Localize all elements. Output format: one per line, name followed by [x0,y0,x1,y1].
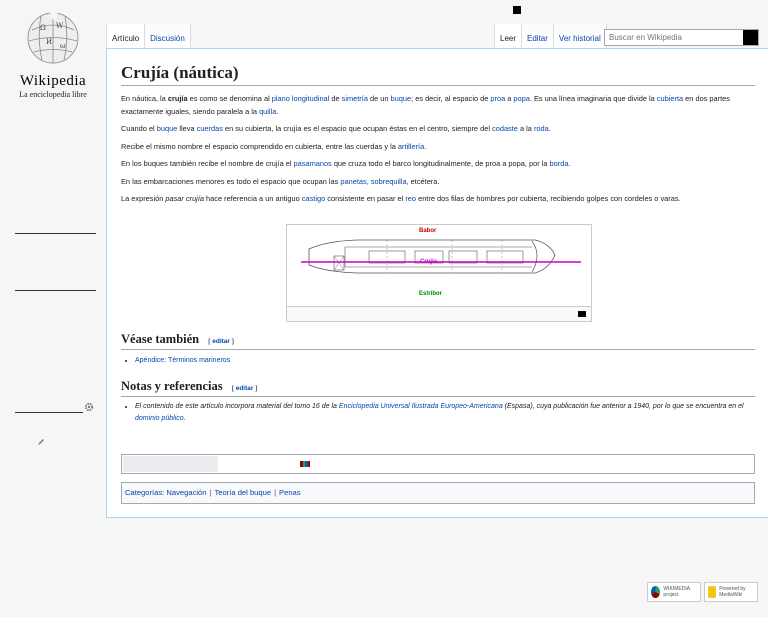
logo-wordmark: Wikipedia [19,73,87,89]
paragraph: En los buques también recibe el nombre de crujía el pasamanos que cruza todo el barco longitudinalmente, de proa a popa, por la borda. [121,159,571,168]
wikipedia-logo[interactable] [8,8,98,99]
link-borda[interactable]: borda [549,159,569,168]
sidebar-divider [15,233,96,234]
top-marker [513,6,521,14]
link-popa[interactable]: popa [513,94,530,103]
see-also-list [129,355,230,367]
link-pasamanos[interactable]: pasamanos [293,159,332,168]
link-plano-longitudinal[interactable]: plano longitudinal [271,94,330,103]
tab-history[interactable]: Ver historial [554,24,607,48]
wikimedia-badge[interactable]: WIKIMEDIA project [647,582,701,602]
svg-text:W: W [56,22,64,30]
pencil-icon[interactable] [36,437,46,447]
tab-article[interactable]: Artículo [106,24,145,48]
link-buque[interactable]: buque [156,124,178,133]
edit-section-link[interactable]: [ editar ] [231,385,258,392]
section-heading-see-also: Véase también [ editar ] [121,332,755,350]
tab-discussion[interactable]: Discusión [145,24,191,48]
link-terminos-marineros[interactable]: Apéndice: Términos marineros [135,357,231,364]
section-heading-notes: Notas y referencias [ editar ] [121,379,755,397]
navbox-title-bar [123,456,218,472]
references-list [129,401,749,425]
logo-tagline: La enciclopedia libre [19,90,87,99]
svg-text:И: И [46,38,53,46]
link-artilleria[interactable]: artillería [397,141,425,151]
search-button[interactable] [743,30,758,45]
svg-text:Ω: Ω [40,24,46,32]
magnify-icon[interactable] [578,311,586,317]
namespace-tabs [106,24,191,48]
category-links: Categorías: Navegación | Teoría del buque | Penas [121,482,755,504]
article-content [106,48,768,518]
link-panetas[interactable]: panetas [340,176,367,186]
page-title: Crujía (náutica) [121,63,755,86]
category-link[interactable]: Penas [279,488,301,497]
paragraph: En las embarcaciones menores es todo el espacio que ocupan las panetas, sobrequilla, etcétera. [121,176,440,186]
list-item [135,355,230,367]
globe-icon [22,8,84,66]
wikimedia-icon [651,586,660,598]
link-cuerdas[interactable]: cuerdas [196,124,223,133]
paragraph: Recibe el mismo nombre el espacio comprendido en cubierta, entre las cuerdas y la artillería. [121,141,427,151]
paragraph: La expresión pasar crujía hace referencia a un antiguo castigo consistente en pasar el reo entre dos filas de hombres por cubierta, recibiendo golpes con cordeles o varas. [121,194,681,203]
sidebar-divider [15,412,83,413]
article-body [121,93,751,211]
paragraph: Cuando el buque lleva cuerdas en su cubierta, la crujía es el espacio que ocupan éstas en el centro, siempre del codaste a la roda. [121,124,551,133]
view-tabs [494,24,607,48]
categories-label[interactable]: Categorías [125,488,163,497]
link-roda[interactable]: roda [533,124,549,133]
category-link[interactable]: Navegación [166,488,207,497]
link-enciclopedia-espasa[interactable]: Enciclopedia Universal Ilustrada Europeo-Americana [338,403,503,410]
tab-edit[interactable]: Editar [522,24,554,48]
paragraph: En náutica, la crujía es como se denomina al plano longitudinal de simetría de un buque; es decir, al espacio de proa a popa. Es una línea imaginaria que divide la cubierta en dos partes exactamente iguales, siendo paralela a la quilla. [121,94,730,116]
gear-icon[interactable] [84,402,94,412]
link-reo[interactable]: reo [405,194,417,203]
sidebar-divider [15,290,96,291]
link-proa[interactable]: proa [490,94,506,103]
label-crujia: Crujía [420,259,438,265]
mediawiki-badge[interactable]: Powered by MediaWiki [704,582,758,602]
edit-section-link[interactable]: [ editar ] [208,338,234,345]
link-buque[interactable]: buque [390,94,412,103]
link-castigo[interactable]: castigo [301,194,326,203]
link-codaste[interactable]: codaste [492,124,518,133]
list-item: • El contenido de este artículo incorpora material del tomo 16 de la Enciclopedia Universal Ilustrada Europeo-Americana (Espasa), cuya publicación fue anterior a 1940, por lo que se encuentra en el dominio público. [135,401,749,425]
svg-text:ω: ω [60,42,66,50]
ship-diagram [287,225,591,307]
wikidata-icon[interactable] [300,461,310,467]
mediawiki-icon [708,586,716,598]
authority-control-box [121,454,755,474]
link-cubierta[interactable]: cubierta [656,94,684,103]
link-quilla[interactable]: quilla [259,106,277,116]
category-link[interactable]: Teoría del buque [214,488,272,497]
ship-diagram-figure[interactable] [286,224,592,322]
search-placeholder: Buscar en Wikipedia [609,33,682,42]
label-babor: Babor [419,228,437,234]
link-dominio-publico[interactable]: dominio público [135,415,184,422]
link-simetria[interactable]: simetría [341,94,368,103]
search-input[interactable] [604,29,759,46]
tab-read[interactable]: Leer [494,24,522,48]
label-estribor: Estribor [419,291,443,297]
link-sobrequilla[interactable]: sobrequilla [370,176,407,186]
